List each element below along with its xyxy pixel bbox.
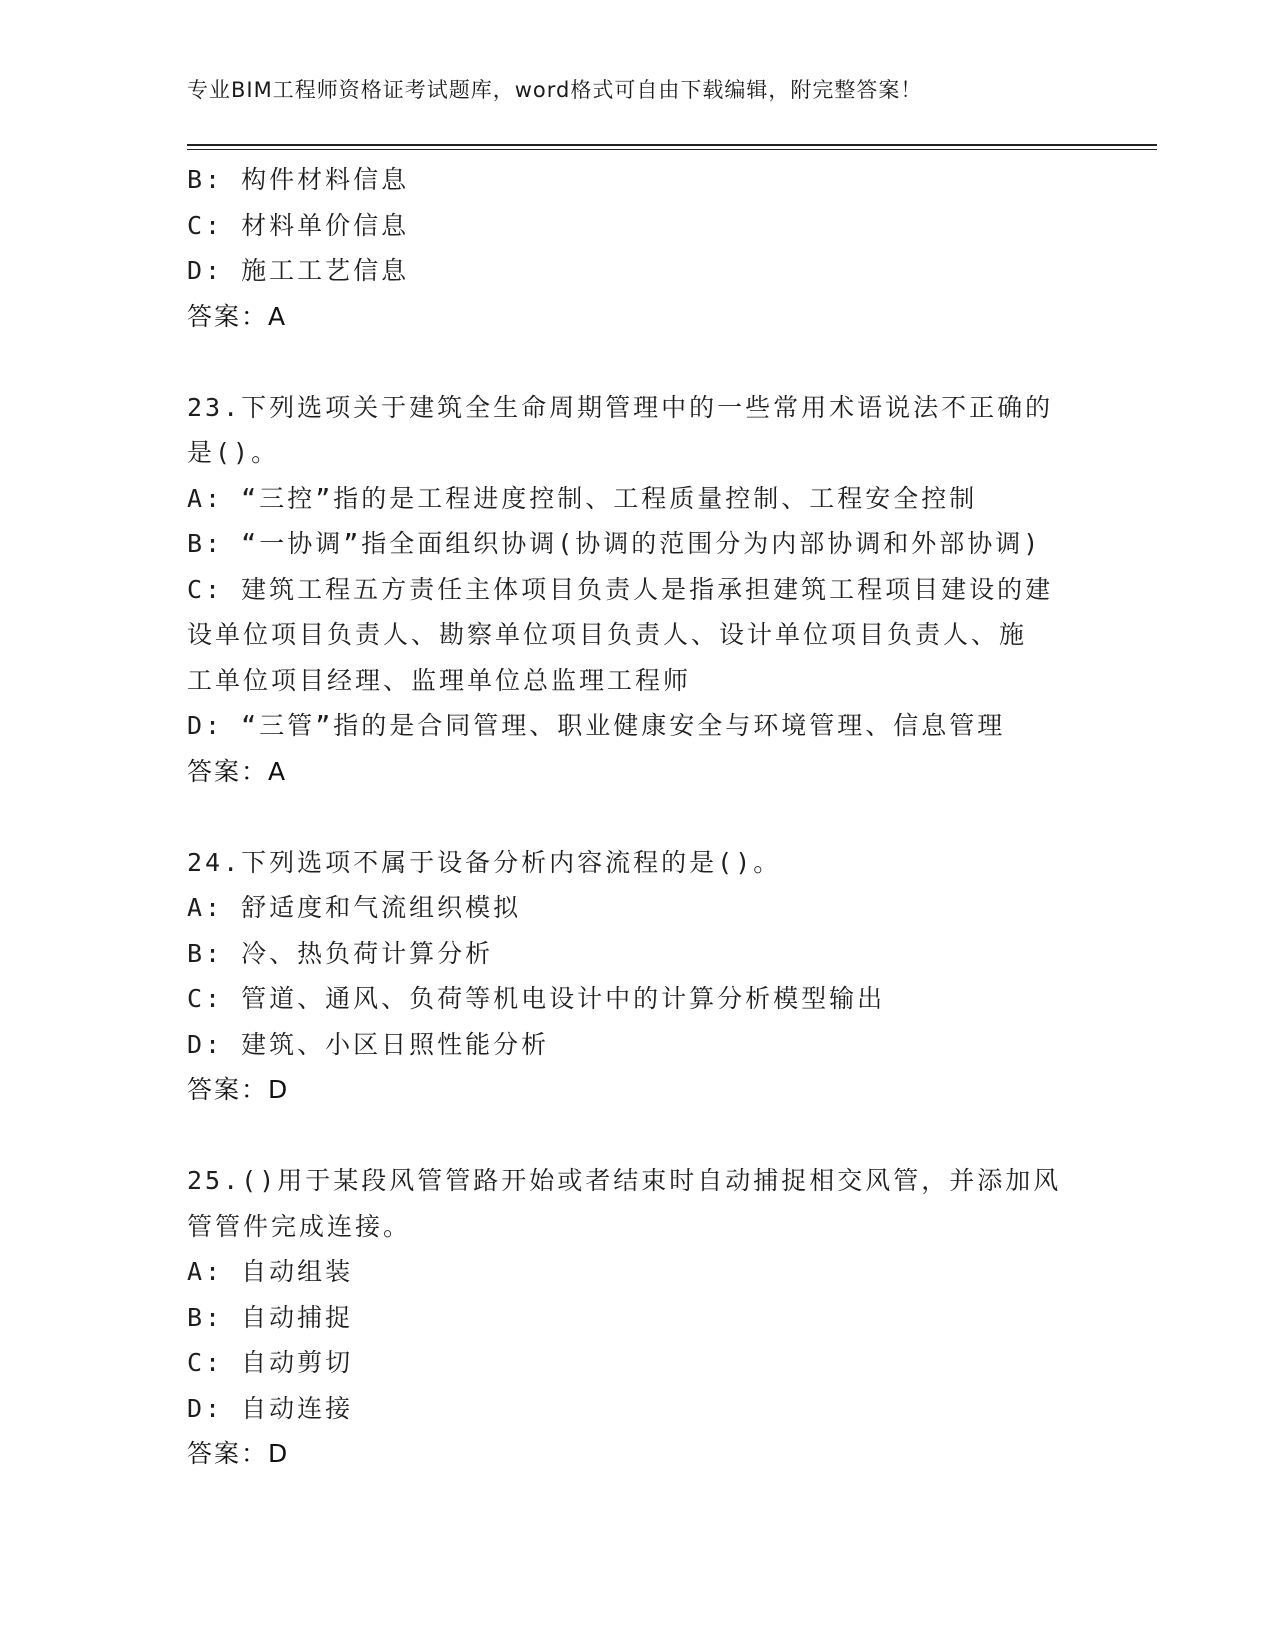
option-line: D: 施工工艺信息 [187, 256, 410, 285]
header-rule-thin [187, 149, 1157, 150]
option-line: D: 自动连接 [187, 1393, 354, 1423]
option-line: A: “三控”指的是工程进度控制、工程质量控制、工程安全控制 [187, 483, 978, 513]
option-line: D: 建筑、小区日照性能分析 [187, 1029, 550, 1059]
option-line: B: 冷、热负荷计算分析 [187, 938, 494, 968]
option-line: C: 建筑工程五方责任主体项目负责人是指承担建筑工程项目建设的建 [187, 574, 1054, 604]
question-block-24 [187, 840, 1087, 1113]
answer-line: 答案：A [187, 756, 288, 786]
answer-line: 答案：A [187, 301, 288, 331]
answer-line: 答案：D [187, 1075, 290, 1104]
question-block-25 [187, 1158, 1087, 1477]
option-line: A: 舒适度和气流组织模拟 [187, 893, 522, 922]
question-content [187, 157, 1087, 1477]
option-line: C: 材料单价信息 [187, 210, 410, 240]
option-line: B: “一协调”指全面组织协调(协调的范围分为内部协调和外部协调) [187, 529, 1042, 558]
question-stem-line: 是()。 [187, 438, 280, 467]
option-line: B: 自动捕捉 [187, 1302, 354, 1332]
option-line: 设单位项目负责人、勘察单位项目负责人、设计单位项目负责人、施 [187, 620, 1028, 649]
question-stem-line: 24.下列选项不属于设备分析内容流程的是()。 [187, 847, 782, 877]
page-header: 专业BIM工程师资格证考试题库，word格式可自由下载编辑，附完整答案！ [187, 78, 923, 102]
question-stem-line: 25.()用于某段风管管路开始或者结束时自动捕捉相交风管，并添加风 [187, 1166, 1062, 1195]
option-line: 工单位项目经理、监理单位总监理工程师 [187, 665, 692, 695]
question-block-23 [187, 385, 1087, 795]
option-line: C: 管道、通风、负荷等机电设计中的计算分析模型输出 [187, 984, 886, 1013]
answer-line: 答案：D [187, 1439, 290, 1468]
option-line: A: 自动组装 [187, 1257, 354, 1286]
option-line: B: 构件材料信息 [187, 165, 410, 194]
question-stem-line: 管管件完成连接。 [187, 1211, 412, 1241]
carryover-block [187, 157, 1087, 339]
option-line: C: 自动剪切 [187, 1348, 354, 1377]
question-stem-line: 23.下列选项关于建筑全生命周期管理中的一些常用术语说法不正确的 [187, 392, 1054, 422]
header-rule-thick [187, 144, 1157, 146]
option-line: D: “三管”指的是合同管理、职业健康安全与环境管理、信息管理 [187, 711, 1006, 740]
